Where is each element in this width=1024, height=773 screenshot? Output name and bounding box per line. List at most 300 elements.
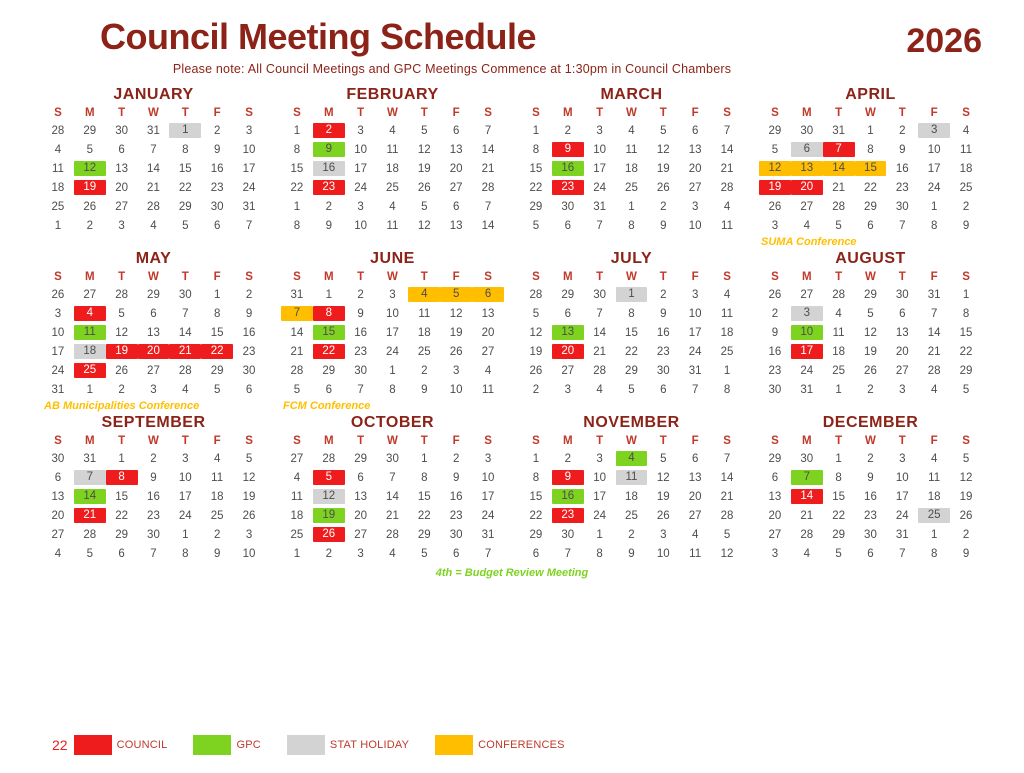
day-cell: 20 — [449, 162, 463, 175]
day-cell: 2 — [213, 528, 221, 541]
day-cell: 6 — [899, 307, 906, 320]
day-cell: 9 — [660, 307, 667, 320]
week-row — [281, 197, 504, 216]
month-september — [34, 414, 273, 563]
day-cell: 14 — [927, 326, 941, 339]
day-cell: 29 — [147, 288, 160, 301]
day-cell: 8 — [532, 143, 540, 156]
week-row — [42, 140, 265, 159]
day-cell — [918, 121, 950, 140]
day-cell: 17 — [178, 490, 192, 503]
day-marker-stat: 3 — [791, 306, 823, 321]
day-cell: 20 — [768, 509, 782, 522]
day-marker-council: 20 — [138, 344, 170, 359]
day-cell: 12 — [242, 471, 256, 484]
day-cell: 30 — [386, 452, 399, 465]
day-cell: 10 — [688, 307, 702, 320]
day-cell: 18 — [927, 490, 941, 503]
day-cell: 18 — [51, 181, 65, 194]
day-cell: 9 — [421, 383, 428, 396]
weekday-header: T — [357, 107, 365, 119]
day-marker-stat: 1 — [616, 287, 648, 302]
day-cell: 5 — [245, 452, 253, 465]
day-cell: 27 — [51, 528, 65, 541]
day-marker-council: 17 — [791, 344, 823, 359]
page-header — [0, 0, 1024, 86]
day-cell: 28 — [720, 509, 734, 522]
day-cell: 31 — [147, 124, 160, 137]
day-cell: 19 — [529, 345, 543, 358]
day-cell: 14 — [147, 162, 160, 175]
day-cell: 5 — [867, 307, 874, 320]
day-cell: 20 — [688, 490, 702, 503]
day-cell: 3 — [596, 124, 603, 137]
weekday-header: T — [118, 435, 126, 447]
day-marker-stat: 6 — [791, 142, 823, 157]
day-cell: 30 — [593, 288, 606, 301]
weekday-header: M — [323, 271, 334, 283]
day-cell: 28 — [832, 200, 845, 213]
day-cell: 29 — [561, 288, 575, 301]
week-row — [42, 449, 265, 468]
day-marker-gpc: 15 — [313, 325, 345, 340]
day-cell: 1 — [86, 383, 93, 396]
day-cell — [918, 506, 950, 525]
day-cell: 19 — [656, 490, 670, 503]
day-cell: 2 — [532, 383, 540, 396]
day-cell: 22 — [864, 181, 877, 194]
weekday-header: M — [323, 435, 334, 447]
day-cell: 25 — [625, 181, 638, 194]
day-cell: 30 — [800, 452, 814, 465]
day-cell: 13 — [688, 143, 702, 156]
week-row — [759, 304, 982, 323]
day-cell: 25 — [720, 345, 734, 358]
conference-note: AB Municipalities Conference — [44, 400, 200, 412]
weekday-header: M — [801, 435, 812, 447]
day-cell: 2 — [357, 288, 364, 301]
day-marker-stat: 16 — [313, 161, 345, 176]
week-row — [281, 449, 504, 468]
weekday-header: S — [962, 107, 970, 119]
day-cell: 2 — [962, 200, 970, 213]
day-cell: 21 — [481, 162, 495, 175]
day-marker-council: 22 — [313, 344, 345, 359]
week-row — [42, 525, 265, 544]
weekday-header: S — [54, 271, 62, 283]
day-cell — [552, 178, 584, 197]
day-cell — [313, 342, 345, 361]
day-cell: 12 — [864, 326, 877, 339]
day-cell: 1 — [54, 219, 62, 232]
day-cell: 9 — [867, 471, 874, 484]
month-name: OCTOBER — [350, 414, 435, 431]
day-cell: 8 — [421, 471, 428, 484]
legend-label: COUNCIL — [116, 739, 168, 751]
day-cell: 21 — [386, 509, 399, 522]
day-cell: 20 — [688, 162, 702, 175]
day-marker-gpc: 16 — [552, 489, 584, 504]
weekday-header: F — [691, 107, 699, 119]
day-cell: 29 — [768, 124, 782, 137]
day-cell — [201, 342, 233, 361]
day-cell: 29 — [83, 124, 97, 137]
day-cell — [74, 487, 106, 506]
day-cell: 23 — [354, 345, 367, 358]
day-cell: 15 — [115, 490, 128, 503]
day-cell: 4 — [389, 547, 396, 560]
day-cell: 26 — [51, 288, 65, 301]
day-cell: 30 — [210, 200, 224, 213]
day-cell: 15 — [210, 326, 224, 339]
day-cell: 23 — [656, 345, 670, 358]
day-cell: 3 — [245, 528, 253, 541]
day-cell — [440, 285, 472, 304]
day-cell: 28 — [720, 181, 734, 194]
day-cell: 1 — [118, 452, 125, 465]
day-cell: 9 — [245, 307, 253, 320]
day-cell — [313, 121, 345, 140]
weekday-header: T — [898, 435, 906, 447]
day-marker-gpc: 14 — [74, 489, 106, 504]
day-cell: 6 — [532, 547, 540, 560]
day-cell: 24 — [386, 345, 399, 358]
day-cell: 24 — [593, 509, 606, 522]
day-cell: 27 — [800, 200, 814, 213]
weekday-header: F — [930, 435, 938, 447]
weekday-header: W — [148, 107, 159, 119]
day-cell: 11 — [51, 162, 64, 175]
day-cell: 5 — [182, 219, 189, 232]
legend-item — [193, 735, 260, 755]
day-cell: 29 — [832, 528, 845, 541]
day-cell — [281, 304, 313, 323]
day-cell: 17 — [242, 162, 256, 175]
day-cell: 16 — [656, 326, 670, 339]
day-cell: 10 — [593, 471, 606, 484]
week-row — [759, 487, 982, 506]
day-cell: 9 — [452, 471, 460, 484]
day-cell: 2 — [86, 219, 93, 232]
day-cell: 1 — [182, 528, 189, 541]
day-cell: 7 — [484, 200, 492, 213]
weekday-header: W — [387, 107, 398, 119]
day-cell: 31 — [83, 452, 97, 465]
week-row — [520, 304, 743, 323]
day-cell: 27 — [688, 509, 702, 522]
week-row — [759, 285, 982, 304]
day-cell: 17 — [688, 326, 702, 339]
week-row — [281, 544, 504, 563]
day-marker-stat: 12 — [313, 489, 345, 504]
weekday-header: S — [54, 435, 62, 447]
month-name: FEBRUARY — [346, 86, 439, 103]
day-marker-council: 7 — [823, 142, 855, 157]
weekday-header: F — [691, 271, 699, 283]
day-cell: 1 — [532, 452, 540, 465]
day-marker-conf: 5 — [440, 287, 472, 302]
day-cell: 30 — [656, 364, 670, 377]
day-cell: 3 — [357, 200, 364, 213]
day-cell: 19 — [959, 490, 973, 503]
week-row — [759, 525, 982, 544]
day-cell: 3 — [691, 200, 699, 213]
day-cell: 9 — [150, 471, 157, 484]
day-cell: 18 — [959, 162, 973, 175]
day-marker-gpc: 9 — [313, 142, 345, 157]
day-cell: 3 — [182, 452, 189, 465]
day-cell: 16 — [242, 326, 256, 339]
weekday-header: T — [357, 435, 365, 447]
day-cell: 9 — [628, 547, 635, 560]
day-cell: 25 — [832, 364, 845, 377]
weekday-header: F — [213, 107, 221, 119]
budget-review-note: 4th = Budget Review Meeting — [435, 567, 589, 579]
day-cell: 17 — [51, 345, 65, 358]
day-cell: 18 — [417, 326, 431, 339]
week-row — [42, 159, 265, 178]
day-cell: 6 — [564, 219, 571, 232]
weekday-header: S — [532, 435, 540, 447]
conference-note: FCM Conference — [283, 400, 371, 412]
day-cell: 3 — [596, 452, 603, 465]
day-cell: 24 — [688, 345, 702, 358]
day-cell: 22 — [832, 509, 845, 522]
day-cell: 20 — [51, 509, 65, 522]
weekday-header: F — [452, 271, 460, 283]
week-row — [42, 342, 265, 361]
day-cell: 11 — [386, 219, 399, 232]
day-cell: 7 — [723, 124, 731, 137]
weekday-header: S — [532, 107, 540, 119]
day-cell: 5 — [771, 143, 779, 156]
weekday-header: T — [659, 107, 667, 119]
legend-swatch — [287, 735, 325, 755]
day-marker-council: 8 — [313, 306, 345, 321]
day-cell: 3 — [484, 452, 492, 465]
week-row — [759, 342, 982, 361]
weekday-header: W — [865, 271, 876, 283]
day-cell: 4 — [596, 383, 603, 396]
day-cell: 1 — [930, 200, 938, 213]
week-row — [520, 159, 743, 178]
week-row — [759, 544, 982, 563]
weekday-header: W — [148, 435, 159, 447]
day-cell: 28 — [322, 452, 336, 465]
day-cell: 6 — [357, 471, 364, 484]
day-cell: 7 — [899, 547, 906, 560]
day-cell: 5 — [962, 383, 970, 396]
day-cell: 28 — [51, 124, 65, 137]
week-row — [42, 506, 265, 525]
day-marker-conf: 15 — [855, 161, 887, 176]
week-row — [281, 178, 504, 197]
month-table — [759, 270, 982, 399]
day-cell: 2 — [660, 200, 667, 213]
day-cell: 27 — [481, 345, 495, 358]
day-cell: 12 — [656, 143, 670, 156]
day-cell: 16 — [147, 490, 160, 503]
day-marker-council: 22 — [201, 344, 233, 359]
day-cell: 1 — [532, 124, 540, 137]
day-cell: 24 — [354, 181, 367, 194]
day-marker-council: 4 — [74, 306, 106, 321]
week-row — [281, 140, 504, 159]
day-cell: 6 — [691, 452, 699, 465]
weekday-header: T — [181, 271, 189, 283]
day-cell: 22 — [178, 181, 192, 194]
weekday-header: T — [420, 107, 428, 119]
day-marker-council: 25 — [74, 363, 106, 378]
day-cell: 27 — [768, 528, 782, 541]
day-cell: 5 — [421, 547, 428, 560]
weekday-header: T — [898, 107, 906, 119]
week-row — [520, 468, 743, 487]
day-cell: 31 — [242, 200, 256, 213]
day-cell — [791, 468, 823, 487]
day-cell: 7 — [564, 547, 571, 560]
day-cell: 2 — [213, 124, 221, 137]
day-cell: 11 — [960, 143, 972, 156]
day-marker-council: 26 — [313, 527, 345, 542]
day-marker-council: 23 — [313, 180, 345, 195]
day-cell: 13 — [688, 471, 702, 484]
day-cell — [823, 159, 855, 178]
week-row — [759, 323, 982, 342]
day-cell: 27 — [147, 364, 160, 377]
day-cell: 5 — [118, 307, 125, 320]
day-cell: 16 — [210, 162, 224, 175]
day-cell: 1 — [930, 528, 938, 541]
legend-label: CONFERENCES — [478, 739, 565, 751]
week-row — [42, 285, 265, 304]
month-name: MARCH — [600, 86, 663, 103]
day-cell: 17 — [481, 490, 495, 503]
month-table — [281, 434, 504, 563]
day-cell: 3 — [54, 307, 62, 320]
day-cell: 25 — [386, 181, 399, 194]
day-cell: 29 — [417, 528, 431, 541]
weekday-header: S — [484, 107, 492, 119]
day-cell: 28 — [178, 364, 192, 377]
weekday-header: M — [84, 107, 95, 119]
day-cell: 6 — [452, 200, 460, 213]
day-cell: 27 — [115, 200, 128, 213]
week-row — [281, 506, 504, 525]
day-cell: 7 — [150, 547, 157, 560]
month-table — [520, 106, 743, 235]
day-cell: 3 — [564, 383, 571, 396]
month-name: JANUARY — [113, 86, 194, 103]
weekday-header: S — [771, 107, 779, 119]
week-row — [281, 216, 504, 235]
day-cell: 9 — [357, 307, 364, 320]
day-cell — [74, 323, 106, 342]
week-row — [281, 380, 504, 399]
week-row — [759, 468, 982, 487]
day-cell: 4 — [150, 219, 157, 232]
week-row — [520, 216, 743, 235]
day-cell: 17 — [354, 162, 367, 175]
day-cell: 2 — [771, 307, 779, 320]
day-cell: 30 — [561, 528, 575, 541]
day-cell — [791, 323, 823, 342]
weekday-header: F — [452, 107, 460, 119]
day-marker-gpc: 12 — [74, 161, 106, 176]
day-cell — [313, 159, 345, 178]
day-cell: 10 — [688, 219, 702, 232]
day-cell: 3 — [357, 124, 364, 137]
day-cell — [313, 487, 345, 506]
week-row — [520, 506, 743, 525]
weekday-header: W — [626, 271, 637, 283]
weekday-header: W — [387, 435, 398, 447]
day-cell: 3 — [899, 452, 906, 465]
day-cell: 20 — [895, 345, 909, 358]
day-cell: 3 — [771, 219, 779, 232]
day-cell: 14 — [481, 143, 495, 156]
day-cell: 21 — [800, 509, 814, 522]
day-cell: 8 — [723, 383, 731, 396]
day-cell: 4 — [930, 452, 938, 465]
day-cell: 6 — [150, 307, 157, 320]
week-row — [281, 525, 504, 544]
month-february — [273, 86, 512, 248]
day-cell: 16 — [354, 326, 367, 339]
day-cell: 21 — [927, 345, 941, 358]
day-cell: 6 — [867, 547, 874, 560]
weekday-header: T — [659, 271, 667, 283]
day-cell: 23 — [895, 181, 909, 194]
month-table — [759, 434, 982, 563]
day-cell: 2 — [452, 452, 460, 465]
day-cell: 31 — [593, 200, 606, 213]
day-marker-stat: 11 — [616, 470, 648, 485]
week-row — [520, 323, 743, 342]
day-marker-gpc: 7 — [791, 470, 823, 485]
day-cell: 5 — [660, 452, 667, 465]
weekday-header: T — [596, 271, 604, 283]
weekday-header: S — [723, 271, 731, 283]
day-cell: 10 — [178, 471, 192, 484]
day-cell: 19 — [449, 326, 463, 339]
day-cell: 6 — [118, 547, 125, 560]
day-cell: 12 — [959, 471, 973, 484]
day-marker-gpc: 10 — [791, 325, 823, 340]
day-cell: 10 — [242, 143, 256, 156]
day-cell: 29 — [864, 288, 877, 301]
day-cell: 5 — [532, 307, 540, 320]
day-marker-council: 14 — [791, 489, 823, 504]
day-cell: 17 — [593, 490, 606, 503]
day-cell: 3 — [899, 383, 906, 396]
month-june — [273, 250, 512, 412]
day-cell: 16 — [895, 162, 909, 175]
week-row — [281, 342, 504, 361]
day-cell: 2 — [421, 364, 428, 377]
day-cell: 30 — [115, 124, 128, 137]
day-cell: 2 — [867, 383, 874, 396]
day-cell: 11 — [928, 471, 941, 484]
day-cell: 21 — [832, 181, 845, 194]
day-cell: 2 — [118, 383, 125, 396]
day-marker-conf: 12 — [759, 161, 791, 176]
day-cell: 27 — [561, 364, 575, 377]
weekday-header: F — [930, 271, 938, 283]
day-cell: 13 — [51, 490, 65, 503]
day-marker-conf: 6 — [472, 287, 504, 302]
week-row — [759, 140, 982, 159]
